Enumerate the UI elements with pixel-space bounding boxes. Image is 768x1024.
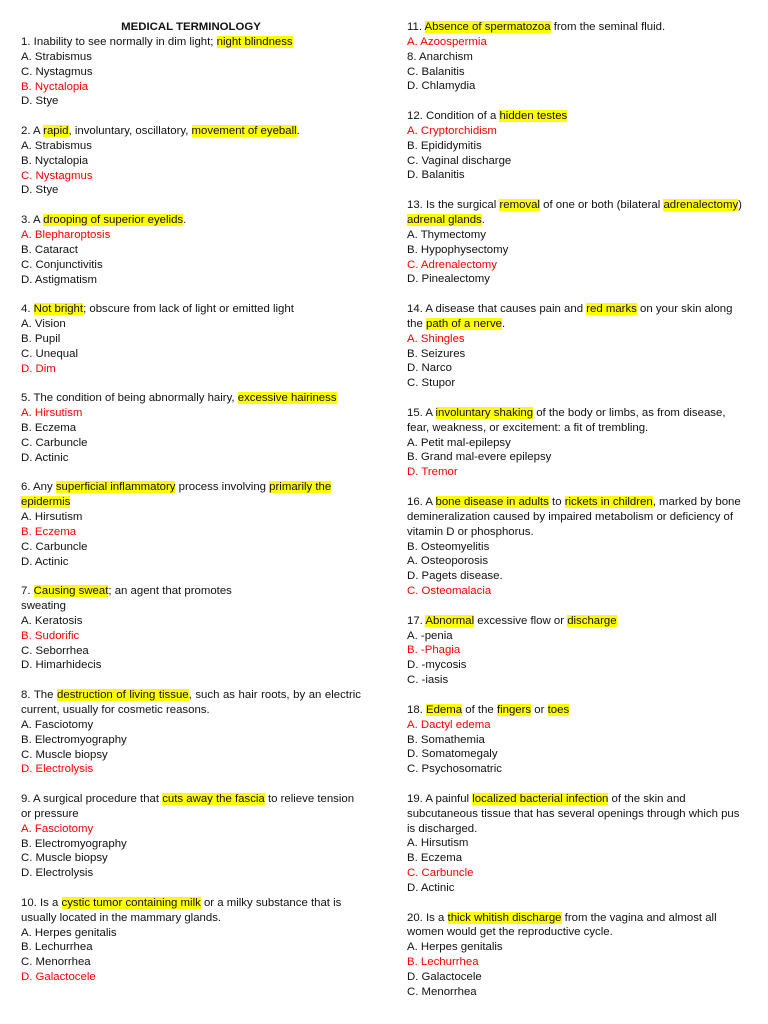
highlighted-keyword: red marks (586, 303, 637, 316)
question-text-segment: ; obscure from lack of light or emitted light (83, 303, 294, 316)
answer-option: C. Carbuncle (21, 436, 88, 449)
question-text-segment: 4. (21, 303, 34, 316)
question-text-segment: 1. Inability to see normally in dim light; (21, 36, 217, 48)
question-block (21, 391, 361, 465)
question-text-segment: 10. Is a (21, 896, 62, 909)
question-block (407, 792, 745, 896)
highlighted-keyword: adrenal glands (407, 213, 482, 226)
question-text-segment: 13. Is the surgical (407, 199, 500, 212)
highlighted-keyword: Edema (426, 703, 463, 716)
answer-option-correct: C. Adrenalectomy (407, 258, 497, 271)
question-text-segment: 18. (407, 703, 426, 716)
answer-option: D. -mycosis (407, 659, 467, 672)
answer-option: D. Stye (21, 95, 59, 108)
answer-option: D. Pagets disease. (407, 570, 503, 583)
answer-option: C. Menorrhea (407, 985, 477, 998)
question-text (21, 480, 361, 510)
answer-option-correct: A. Fasciotomy (21, 822, 94, 835)
answer-option: C. Menorrhea (21, 956, 91, 969)
question-text-segment: from the vagina and almost all women would get the reproductive cycle. (407, 911, 717, 939)
answer-option: B. Pupil (21, 332, 61, 345)
question-block (407, 495, 745, 599)
question-block (407, 703, 745, 777)
question-text-segment: 16. A (407, 496, 436, 508)
question-text (21, 302, 361, 317)
question-block (21, 584, 361, 673)
answer-option: C. Balanitis (407, 65, 465, 78)
answer-option-correct: D. Dim (21, 362, 56, 375)
question-text-segment: . (183, 214, 187, 227)
question-text-segment: of the skin and subcutaneous tissue that has several openings through which pus is discharged. (407, 792, 740, 835)
highlighted-keyword: adrenalectomy (663, 199, 739, 212)
question-block (407, 198, 745, 287)
question-text (21, 896, 361, 926)
highlighted-keyword: Abnormal (425, 614, 475, 627)
question-text-segment: or (531, 703, 548, 716)
question-text-segment: sweating (21, 600, 66, 613)
answer-option-correct: C. Osteomalacia (407, 585, 492, 598)
answer-option: D. Pinealectomy (407, 273, 490, 286)
answer-option: B. Cataract (21, 243, 78, 256)
question-text (21, 213, 361, 228)
question-text-segment: 8. The (21, 689, 58, 702)
question-text-segment: , marked by bone demineralization caused by impaired metabolism or deficiency of vitamin D or phosphorus. (407, 496, 741, 538)
answer-option: A. Thymectomy (407, 228, 486, 241)
answer-option: A. Fasciotomy (21, 718, 94, 731)
left-column (21, 20, 361, 1000)
question-text-segment: . (502, 317, 506, 330)
question-block (21, 480, 361, 569)
question-text-segment: to (548, 496, 565, 508)
highlighted-keyword: bone disease in adults (435, 496, 549, 508)
answer-option: B. Nyctalopia (21, 154, 89, 167)
question-block (21, 896, 361, 985)
answer-option-correct: A. Cryptorchidism (407, 124, 497, 137)
question-text-segment: on your skin along the (407, 303, 733, 330)
answer-option-correct: D. Electrolysis (21, 763, 94, 776)
highlighted-keyword: toes (547, 703, 570, 716)
highlighted-keyword: excessive hairiness (237, 392, 337, 405)
question-text-segment: . (296, 125, 300, 138)
question-text-segment: 17. (407, 614, 426, 627)
question-text-segment: 11. (407, 21, 425, 33)
question-text-segment: 6. Any (21, 481, 56, 494)
answer-option: A. Petit mal-epilepsy (407, 436, 511, 449)
question-text-segment: of one or both (bilateral (539, 199, 664, 212)
question-text (21, 35, 361, 50)
answer-option: B. Hypophysectomy (407, 243, 509, 256)
question-block (407, 20, 745, 94)
question-block (21, 35, 361, 109)
answer-option: C. Seborrhea (21, 644, 89, 657)
question-block (21, 213, 361, 287)
answer-option: B. Electromyography (21, 837, 127, 850)
question-block (407, 406, 745, 480)
highlighted-keyword: thick whitish discharge (447, 911, 562, 924)
highlighted-keyword: drooping of superior eyelids (43, 214, 184, 227)
answer-option: A. Herpes genitalis (407, 941, 503, 954)
question-block (21, 302, 361, 376)
answer-option: B. Osteomyelitis (407, 540, 490, 553)
question-block (21, 688, 361, 777)
answer-option-correct: B. Nyctalopia (21, 80, 89, 93)
answer-option: D. Astigmatism (21, 273, 97, 286)
question-text (21, 688, 361, 718)
highlighted-keyword: destruction of living tissue (57, 689, 189, 702)
question-text-segment: from the seminal fluid. (550, 21, 666, 33)
question-text (407, 302, 745, 332)
highlighted-keyword: involuntary shaking (435, 406, 534, 419)
answer-option: D. Electrolysis (21, 867, 94, 880)
answer-option: C. Nystagmus (21, 65, 93, 78)
highlighted-keyword: superficial inflammatory (55, 481, 176, 494)
answer-option: A. Vision (21, 318, 66, 331)
question-text-segment: of the (462, 703, 497, 716)
answer-option: D. Narco (407, 362, 452, 375)
answer-option-correct: B. Lechurrhea (407, 956, 479, 969)
answer-option-correct: B. Eczema (21, 525, 77, 538)
question-text-segment: , involuntary, oscillatory, (68, 125, 192, 138)
answer-option: D. Himarhidecis (21, 659, 102, 672)
answer-option: C. Stupor (407, 377, 456, 390)
highlighted-keyword: discharge (567, 614, 617, 627)
question-text-segment: ) (738, 199, 742, 212)
answer-option: B. Eczema (407, 852, 463, 865)
question-text-segment: 19. A painful (407, 792, 473, 805)
answer-option-correct: D. Tremor (407, 466, 458, 479)
highlighted-keyword: rapid (43, 125, 69, 138)
answer-option: D. Actinic (21, 451, 69, 464)
question-text-segment: 9. A surgical procedure that (21, 793, 163, 806)
question-text-segment: 14. A disease that causes pain and (407, 303, 587, 316)
question-text-segment: or a milky substance that is usually located in the mammary glands. (21, 896, 342, 924)
question-text (21, 391, 361, 406)
highlighted-keyword: rickets in children (564, 496, 653, 508)
question-text-segment: 3. A (21, 214, 44, 227)
question-block (407, 614, 745, 688)
highlighted-keyword: night blindness (216, 36, 293, 48)
answer-option: A. Osteoporosis (407, 555, 489, 568)
question-text-segment: 5. The condition of being abnormally hairy, (21, 392, 238, 405)
answer-option: D. Balanitis (407, 169, 465, 182)
question-text (407, 495, 745, 540)
document-title: MEDICAL TERMINOLOGY (121, 21, 261, 33)
answer-option-correct: A. Dactyl edema (407, 718, 491, 731)
answer-option-correct: A. Hirsutism (21, 407, 83, 420)
answer-option-correct: D. Galactocele (21, 971, 96, 984)
answer-option: B. Seizures (407, 347, 466, 360)
question-text-segment: 7. (21, 585, 34, 598)
answer-option: B. Epididymitis (407, 139, 482, 152)
highlighted-keyword: cystic tumor containing milk (61, 896, 201, 909)
answer-option: A. Herpes genitalis (21, 926, 117, 939)
highlighted-keyword: Not bright (33, 303, 84, 316)
question-text (21, 124, 361, 139)
answer-option: C. Muscle biopsy (21, 852, 108, 865)
question-text-segment: to relieve tension or pressure (21, 793, 355, 820)
answer-option: C. Carbuncle (21, 540, 88, 553)
answer-option: A. Keratosis (21, 614, 83, 627)
answer-option: A. Strabismus (21, 50, 92, 63)
answer-option-correct: C. Carbuncle (407, 867, 474, 880)
answer-option: 8. Anarchism (407, 50, 473, 63)
highlighted-keyword: primarily the epidermis (21, 481, 332, 509)
answer-option: B. Eczema (21, 421, 77, 434)
highlighted-keyword: movement of eyeball (191, 125, 297, 138)
highlighted-keyword: localized bacterial infection (472, 792, 609, 805)
question-text (407, 109, 745, 124)
question-text-segment: 12. Condition of a (407, 110, 500, 123)
highlighted-keyword: Causing sweat (33, 585, 109, 598)
answer-option-correct: B. Sudorific (21, 629, 80, 642)
answer-option: D. Galactocele (407, 971, 482, 983)
answer-option: D. Actinic (407, 881, 455, 894)
answer-option-correct: B. -Phagia (407, 644, 461, 657)
answer-option: B. Grand mal-evere epilepsy (407, 451, 552, 464)
question-text-segment: ; an agent that promotes (108, 585, 232, 598)
answer-option: B. Somathemia (407, 733, 485, 746)
answer-option-correct: C. Nystagmus (21, 169, 93, 182)
question-text (407, 20, 745, 35)
answer-option: D. Somatomegaly (407, 748, 498, 761)
answer-option-correct: A. Shingles (407, 332, 465, 345)
question-text (407, 792, 745, 837)
question-text-segment: 2. A (21, 125, 44, 138)
question-text (21, 584, 361, 614)
question-block (21, 792, 361, 881)
answer-option: D. Stye (21, 184, 59, 197)
question-block (407, 109, 745, 183)
question-text-segment: process involving (175, 481, 270, 494)
highlighted-keyword: cuts away the fascia (162, 793, 265, 806)
answer-option: C. Unequal (21, 347, 78, 360)
answer-option: C. -iasis (407, 674, 449, 687)
question-text-segment: of the body or limbs, as from disease, fear, weakness, or excitement: a fit of trembling. (407, 406, 726, 434)
answer-option: A. Strabismus (21, 139, 92, 152)
question-block (21, 124, 361, 198)
question-text (407, 406, 745, 436)
question-block (407, 911, 745, 1000)
question-text-segment: 20. Is a (407, 911, 448, 924)
answer-option: B. Lechurrhea (21, 941, 93, 954)
highlighted-keyword: path of a nerve (426, 317, 502, 330)
answer-option-correct: A. Azoospermia (407, 35, 487, 48)
answer-option: C. Conjunctivitis (21, 258, 103, 271)
right-column (407, 20, 745, 1015)
answer-option: C. Psychosomatric (407, 763, 502, 776)
question-block (407, 302, 745, 391)
highlighted-keyword: fingers (496, 703, 532, 716)
question-text (407, 911, 745, 941)
highlighted-keyword: hidden testes (499, 110, 568, 123)
answer-option: C. Vaginal discharge (407, 154, 512, 167)
question-text (21, 792, 361, 822)
answer-option-correct: A. Blepharoptosis (21, 228, 111, 241)
answer-option: A. Hirsutism (407, 837, 469, 850)
highlighted-keyword: Absence of spermatozoa (424, 21, 551, 33)
answer-option: A. -penia (407, 629, 453, 642)
answer-option: D. Chlamydia (407, 80, 476, 93)
question-text-segment: excessive flow or (474, 614, 568, 627)
question-text (407, 703, 745, 718)
answer-option: A. Hirsutism (21, 511, 83, 523)
question-text (407, 614, 745, 629)
question-text-segment: . (481, 213, 485, 226)
highlighted-keyword: removal (499, 199, 540, 212)
answer-option: B. Electromyography (21, 733, 127, 746)
question-text-segment: 15. A (407, 406, 436, 419)
answer-option: C. Muscle biopsy (21, 748, 108, 761)
question-text (407, 198, 745, 228)
answer-option: D. Actinic (21, 555, 69, 568)
question-text-segment: , such as hair roots, by an electric current, usually for cosmetic reasons. (21, 689, 361, 716)
